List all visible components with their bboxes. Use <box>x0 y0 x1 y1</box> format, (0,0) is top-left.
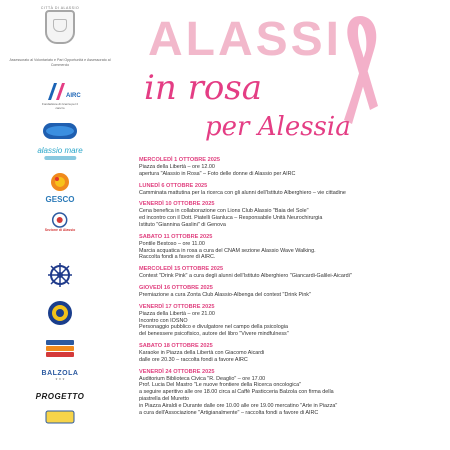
crest-shield-icon <box>45 10 75 44</box>
sun-badge-logo <box>50 172 70 192</box>
title-per-alessia: per Alessia <box>205 112 351 142</box>
event-detail: del benessere psicofisico, autore del libro "Vivere mindfulness" <box>139 331 289 338</box>
alassio-stellare-logo <box>42 122 78 140</box>
cai-icon <box>49 212 71 228</box>
event-date: VENERDÌ 10 OTTOBRE 2025 <box>139 201 215 208</box>
sponsor-sidebar <box>0 0 120 450</box>
lions-emblem-icon <box>47 300 73 326</box>
event-detail: Karaoke in Piazza della Libertà con Giacomo Aicardi <box>139 349 265 356</box>
alassio-badge-icon <box>42 122 78 140</box>
event-detail: Personaggio pubblico e divulgatore nel campo della psicologia <box>139 324 288 331</box>
balzola-stars: ★ ★ ★ <box>55 377 65 381</box>
svg-text:AIRC: AIRC <box>66 93 81 99</box>
airc-logo <box>40 80 80 110</box>
event-detail: in Piazza Airaldi e Durante dalle ore 10.00 alle ore 19.00 mercatino "Arte in Piazza" <box>139 402 338 409</box>
event-detail: Piazza della Libertà – ore 21.00 <box>139 310 215 317</box>
event-date: SABATO 11 OTTOBRE 2025 <box>139 233 213 240</box>
event-item <box>139 304 445 338</box>
alassio-mare-logo: alassio mare <box>37 146 82 160</box>
event-detail: Contest "Drink Pink" a cura degli alunni dell'Istituto Alberghiero "Giancardi-Galilei-Aicardi" <box>139 273 352 280</box>
event-item <box>139 234 445 261</box>
lions-logo <box>47 300 73 326</box>
progetto-logo: PROGETTO <box>35 392 85 401</box>
event-item <box>139 201 445 228</box>
event-date: GIOVEDÌ 16 OTTOBRE 2025 <box>139 284 213 291</box>
ship-wheel-icon <box>47 262 73 288</box>
event-detail: Pontile Bestoso – ore 11.00 <box>139 240 205 247</box>
gesco-logo: GESCO <box>45 195 75 204</box>
event-item <box>139 343 445 364</box>
banner-stripes-icon <box>45 338 75 362</box>
airc-subtext: Fondazione di ricerca per il cancro <box>41 102 79 110</box>
event-detail: apertura "Alassio in Rosa" – Foto delle donne di Alassio per AIRC <box>139 170 296 177</box>
title-alassi: ALASSI <box>148 13 343 66</box>
cai-logo <box>45 212 76 232</box>
city-crest-logo <box>40 6 80 54</box>
caffe-badge-icon <box>45 410 75 424</box>
event-item <box>139 266 445 280</box>
event-item <box>139 285 445 299</box>
event-detail: Istituto "Giannina Gaslini" di Genova <box>139 221 226 228</box>
sun-icon <box>50 172 70 192</box>
event-detail: Incontro con IOSNO <box>139 317 188 324</box>
event-date: SABATO 18 OTTOBRE 2025 <box>139 342 213 349</box>
event-detail: Cena benefica in collaborazione con Lions Club Alassio "Baia del Sole" <box>139 208 309 215</box>
event-item <box>139 369 445 417</box>
title-in-rosa: in rosa <box>144 68 263 108</box>
event-detail: a seguire aperitivo alle ore 18.00 circa al Caffè Pasticceria Balzola con firma della <box>139 389 334 396</box>
event-detail: Premiazione a cura Zonta Club Alassio-Albenga del contest "Drink Pink" <box>139 291 311 298</box>
event-detail: piastrella del Muretto <box>139 395 190 402</box>
event-detail: Marcia acquatica in rosa a cura del CNAM sezione Alassio Wave Walking. <box>139 247 316 254</box>
event-schedule <box>139 157 445 421</box>
event-detail: Camminata mattutina per la ricerca con gli alunni dell'Istituto Alberghiero – vie cittadine <box>139 189 346 196</box>
banner-logo <box>45 338 75 362</box>
event-date: LUNEDÌ 6 OTTOBRE 2025 <box>139 182 208 189</box>
event-detail: a cura dell'Associazione "Artigianalmente" – raccolta fondi a favore di AIRC <box>139 409 319 416</box>
mare-wave-icon <box>44 156 76 160</box>
event-item <box>139 183 445 197</box>
event-date: VENERDÌ 17 OTTOBRE 2025 <box>139 303 215 310</box>
event-detail: Auditorium Biblioteca Civica "R. Deaglio" – ore 17.00 <box>139 375 266 382</box>
event-detail: Prof. Lucia Del Mastro "Le nuove frontiere della Ricerca oncologica" <box>139 382 302 389</box>
cai-caption: Sezione di Alassio <box>44 228 76 232</box>
event-detail: dalle ore 20.30 – raccolta fondi a favore AIRC <box>139 356 248 363</box>
event-detail: Piazza della Libertà – ore 12.00 <box>139 164 215 170</box>
caffe-logo <box>45 410 75 424</box>
wheel-logo <box>47 262 73 288</box>
event-item <box>139 157 445 178</box>
event-date: MERCOLEDÌ 1 OTTOBRE 2025 <box>139 157 221 163</box>
airc-icon <box>42 80 81 102</box>
event-date: VENERDÌ 24 OTTOBRE 2025 <box>139 368 215 375</box>
balzola-logo: BALZOLA ★ ★ ★ <box>41 370 79 381</box>
crest-text: CITTÀ DI ALASSIO <box>40 6 80 10</box>
event-detail: ed incontro con il Dott. Piatelli Gianluca – Responsabile Unità Neurochirurgia <box>139 215 323 222</box>
event-date: MERCOLEDÌ 15 OTTOBRE 2025 <box>139 266 224 273</box>
crest-caption: Assessorato al Volontariato e Pari Opportunità e Assessorato al Commercio <box>9 58 111 67</box>
event-detail: Raccolta fondi a favore di AIRC. <box>139 254 216 261</box>
